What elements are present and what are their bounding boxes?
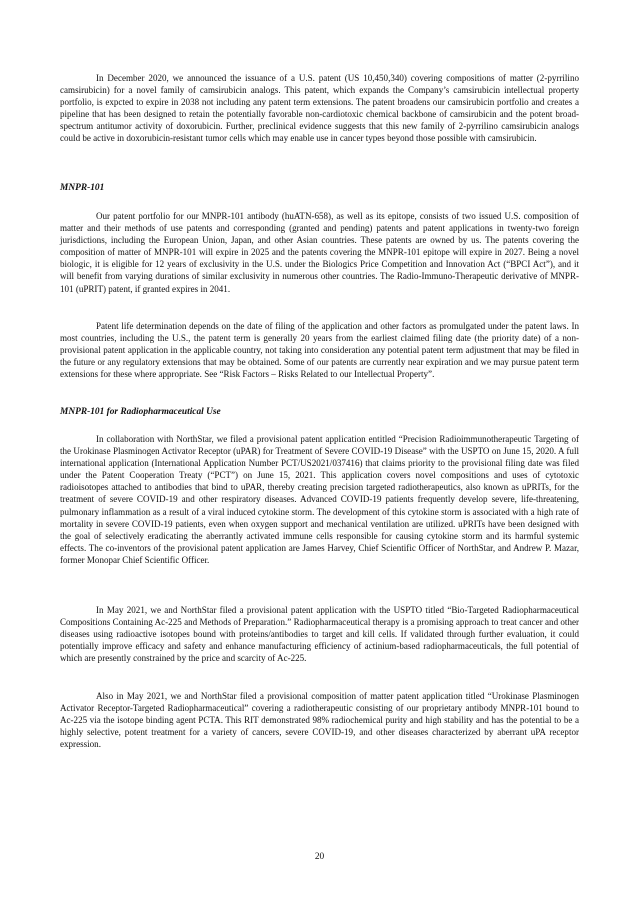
section-heading-radiopharmaceutical: MNPR-101 for Radiopharmaceutical Use xyxy=(60,407,221,417)
section-heading-mnpr-101: MNPR-101 xyxy=(60,183,105,193)
paragraph-may-2021-provisional: In May 2021, we and NorthStar filed a provisional patent application with the USPTO titled “Bio-Targeted Radiopharmaceutical Compositions Containing Ac-225 and Methods of Preparation.” Radiopharmaceutical therapy is a promising approach to treat cancer and other diseases using radioactive isotopes bound with proteins/antibodies to target and kill cells. If validated through further evaluation, it could potentially improve efficacy and safety and enhance manufacturing efficiency of actinium-based radiopharmaceuticals, the full potential of which are presently constrained by the price and scarcity of Ac-225. xyxy=(60,605,579,664)
paragraph-mnpr-101-portfolio: Our patent portfolio for our MNPR-101 antibody (huATN-658), as well as its epitope, consists of two issued U.S. composition of matter and their methods of use patents and corresponding (granted and pending) patents and patent applications in twenty-two foreign jurisdictions, including the European Union, Japan, and other Asian countries. These patents are owned by us. The patents covering the composition of matter of MNPR-101 will expire in 2025 and the patents covering the MNPR-101 epitope will expire in 2027. Being a novel biologic, it is eligible for 12 years of exclusivity in the U.S. under the Biologics Price Competition and Innovation Act (“BPCI Act”), and it will benefit from varying durations of similar exclusivity in numerous other countries. The Radio-Immuno-Therapeutic derivative of MNPR-101 (uPRIT) patent, if granted expires in 2041. xyxy=(60,211,579,294)
paragraph-camsirubicin-patent: In December 2020, we announced the issuance of a U.S. patent (US 10,450,340) covering compositions of matter (2-pyrrilino camsirubicin) for a novel family of camsirubicin analogs. This patent, which expands the Company’s camsirubicin intellectual property portfolio, is expcted to expire in 2038 not including any patent term extensions. The patent broadens our camsirubicin portfolio and creates a pipeline that has been designed to retain the potentially favorable non-cardiotoxic chemical backbone of camsirubicin and the potent broad-spectrum antitumor activity of doxorubicin. Further, preclinical evidence suggests that this new family of 2-pyrrilino camsirubicin analogs could be active in doxorubicin-resistant tumor cells which may enable use in cancer types beyond those possible with camsirubicin. xyxy=(60,73,579,144)
paragraph-patent-life: Patent life determination depends on the date of filing of the application and other factors as promulgated under the patent laws. In most countries, including the U.S., the patent term is generally 20 years from the earliest claimed filing date (the priority date) of a non-provisional patent application in the applicable country, not taking into consideration any potential patent term adjustment that may be filed in the future or any regulatory extensions that may be obtained. Some of our patents are currently near expiration and we may pursue patent term extensions for these where appropriate. See “Risk Factors – Risks Related to our Intellectual Property”. xyxy=(60,321,579,380)
paragraph-may-2021-composition: Also in May 2021, we and NorthStar filed a provisional composition of matter patent application titled “Urokinase Plasminogen Activator Receptor-Targeted Radiopharmaceutical” covering a radiotherapeutic consisting of our proprietary antibody MNPR-101 bound to Ac-225 via the isotope binding agent PCTA. This RIT demonstrated 98% radiochemical purity and high stability and has the potential to be a highly selective, potent treatment for a variety of cancers, severe COVID-19, and other diseases characterized by aberrant uPA receptor expression. xyxy=(60,691,579,750)
paragraph-northstar-collaboration: In collaboration with NorthStar, we filed a provisional patent application entitled “Precision Radioimmunotherapeutic Targeting of the Urokinase Plasminogen Activator Receptor (uPAR) for Treatment of Severe COVID-19 Disease” with the USPTO on June 15, 2020. A full international application (International Application Number PCT/US2021/037416) that claims priority to the provisional filing date was filed under the Patent Cooperation Treaty (“PCT”) on June 15, 2021. This application covers novel compositions and uses of cytotoxic radioisotopes attached to antibodies that bind to uPAR, thereby creating precision targeted radiotherapeutics, also known as uPRITs, for the treatment of severe COVID-19 and other respiratory diseases. Advanced COVID-19 patients frequently develop severe, life-threatening, pulmonary inflammation as a result of a viral induced cytokine storm. The development of this cytokine storm is associated with a high rate of mortality in severe COVID-19 patients, even when oxygen support and mechanical ventilation are utilized. uPRITs have been designed with the goal of selectively eradicating the aberrantly activated immune cells responsible for causing cytokine storm and its harmful systemic effects. The co-inventors of the provisional patent application are James Harvey, Chief Scientific Officer of NorthStar, and Andrew P. Mazar, former Monopar Chief Scientific Officer. xyxy=(60,434,579,565)
document-page xyxy=(60,0,579,900)
page-number: 20 xyxy=(314,852,325,862)
